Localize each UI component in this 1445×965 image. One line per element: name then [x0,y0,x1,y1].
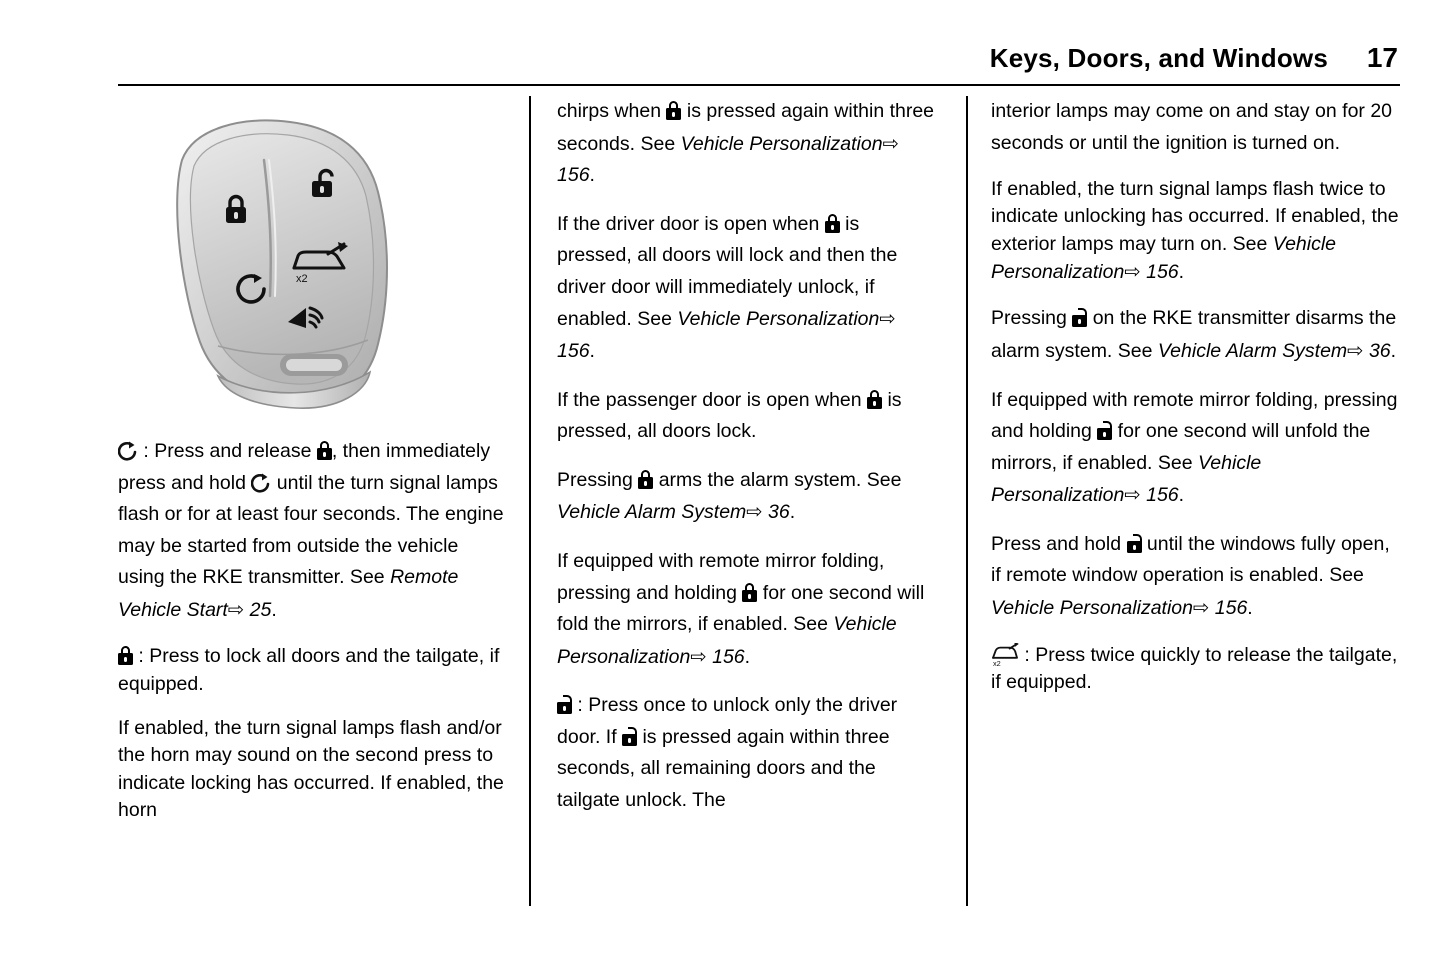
paragraph-lock-feedback: If enabled, the turn signal lamps flash and/or the horn may sound on the second press to indicate locking has occurred. If enabled, the horn [118,717,504,821]
text-c3p2a: If enabled, the turn signal lamps flash twice to indicate unlocking has occurred. If enabled, the exterior lamps may turn on. See [991,178,1399,255]
text-c2p6a: : Press once to unlock only the driver door. If [557,694,898,748]
paragraph-unlock-feedback [991,176,1400,286]
cross-ref-vehicle-personalization: Vehicle Personalization [680,132,883,155]
cross-ref-arrow: ⇨ [879,307,896,331]
page-title: Keys, Doors, and Windows [989,43,1328,73]
text-c2p4end: . [789,501,796,524]
cross-ref-vehicle-personalization: Vehicle Personalization [677,308,880,331]
paragraph-remote-start [118,436,507,626]
lock-icon [317,441,332,460]
remote-start-icon [251,472,271,494]
text-c2p5a: If equipped with remote mirror folding, pressing and holding [557,549,885,604]
paragraph-chirp [557,96,939,192]
text-c2p4a: Pressing [557,468,639,491]
cross-ref-arrow: ⇨ [1124,483,1141,507]
text-p1a: : Press and release [138,440,317,462]
cross-ref-page: 156 [1214,596,1248,619]
cross-ref-vehicle-personalization: Vehicle Personalization [557,613,897,668]
column-3 [965,96,1400,906]
cross-ref-arrow: ⇨ [1347,338,1364,362]
key-fob-svg [122,100,482,420]
text-c3p5end: . [1247,596,1253,619]
cross-ref-page: 156 [557,164,590,187]
page-header [118,42,1398,74]
svg-text:x2: x2 [993,658,1001,667]
text-c2p3b: is pressed, all doors lock. [557,388,902,443]
text-c3p2end: . [1178,261,1185,284]
paragraph-unlock-button [557,690,939,816]
cross-ref-vehicle-personalization: Vehicle Personalization [991,451,1262,507]
cross-ref-arrow: ⇨ [882,131,899,155]
text-c3p5a: Press and hold [991,532,1127,555]
text-p1end: . [271,598,277,621]
cross-ref-vehicle-personalization: Vehicle Personalization [991,232,1337,284]
cross-ref-page: 36 [1368,339,1391,362]
lock-icon [867,390,882,409]
tailgate-x2-label: x2 [296,273,308,285]
lock-icon [742,583,757,602]
text-c2p4b: arms the alarm system. See [653,468,902,491]
cross-ref-vehicle-alarm-system: Vehicle Alarm System [1157,339,1348,362]
lock-icon [118,646,133,665]
text-c2p3a: If the passenger door is open when [557,388,868,411]
text-c2p2end: . [589,340,595,363]
paragraph-interior-lamps: interior lamps may come on and stay on for 20 seconds or until the ignition is turned on. [991,100,1393,154]
cross-ref-page: 156 [1146,484,1179,507]
cross-ref-page: 156 [712,645,745,668]
unlock-icon [1072,308,1087,327]
text-c2p5b: for one second will fold the mirrors, if enabled. See [557,581,925,636]
text-c3p5b: until the windows fully open, if remote window operation is enabled. See [991,532,1390,587]
text-c3p6a: : Press twice quickly to release the tailgate, if equipped. [991,643,1398,693]
text-c3p4end: . [1178,484,1185,507]
paragraph-passenger-door-open [557,385,939,448]
cross-ref-page: 156 [1146,261,1179,284]
column-2 [533,96,965,906]
text-c2p6b: is pressed again within three seconds, all remaining doors and the tailgate unlock. The [557,725,890,811]
remote-start-icon [118,440,138,462]
text-c2p2b: is pressed, all doors will lock and then the driver door will immediately unlock, if enabled. See [557,212,898,331]
header-divider [118,84,1400,86]
text-c2p5end: . [744,645,751,668]
three-column-body [118,96,1400,906]
lock-icon [638,470,653,489]
cross-ref-arrow: ⇨ [227,597,245,621]
tailgate-icon [991,643,1019,667]
page-number: 17 [1366,42,1398,73]
text-p1b: , then immediately press and hold [118,440,491,494]
text-p1c: until the turn signal lamps flash or for at least four seconds. The engine may be started from outside the vehicle using the RKE transmitter. See [118,471,504,589]
text-c3p4b: for one second will unfold the mirrors, if enabled. See [991,420,1371,474]
column-1 [118,96,533,906]
lock-icon [825,214,840,233]
paragraph-lock-button [118,643,507,698]
text-c3p3end: . [1390,339,1397,362]
key-fob-illustration [122,100,482,420]
unlock-icon [622,727,637,746]
cross-ref-page: 156 [557,340,590,363]
paragraph-disarm-alarm [991,303,1400,367]
cross-ref-arrow: ⇨ [746,500,763,524]
cross-ref-arrow: ⇨ [1192,595,1210,619]
text-c3p4a: If equipped with remote mirror folding, pressing and holding [991,388,1398,443]
unlock-icon [557,695,572,714]
lock-icon [666,101,681,120]
paragraph-remote-windows [991,529,1400,625]
cross-ref-vehicle-personalization: Vehicle Personalization [991,596,1193,619]
unlock-icon [1127,534,1142,553]
paragraph-arm-alarm [557,465,939,529]
text-c3p3a: Pressing [991,307,1073,330]
text-c2p1b: is pressed again within three seconds. See [557,100,935,155]
text-c3p3b: on the RKE transmitter disarms the alarm system. See [991,307,1397,362]
text-p2a: : Press to lock all doors and the tailgate, if equipped. [118,645,500,695]
cross-ref-vehicle-alarm-system: Vehicle Alarm System [557,501,747,524]
cross-ref-remote-vehicle-start: Remote Vehicle Start [118,566,459,621]
cross-ref-page: 25 [249,598,272,621]
text-c2p1a: chirps when [557,100,667,122]
paragraph-unfold-mirrors [991,385,1400,512]
paragraph-fold-mirrors [557,546,939,673]
paragraph-tailgate-release [991,642,1400,697]
unlock-icon [1097,421,1112,440]
cross-ref-page: 36 [768,501,790,524]
cross-ref-arrow: ⇨ [690,644,707,668]
text-c2p1end: . [589,164,595,187]
paragraph-driver-door-open [557,209,939,368]
cross-ref-arrow: ⇨ [1124,260,1141,284]
text-c2p2a: If the driver door is open when [557,212,825,235]
